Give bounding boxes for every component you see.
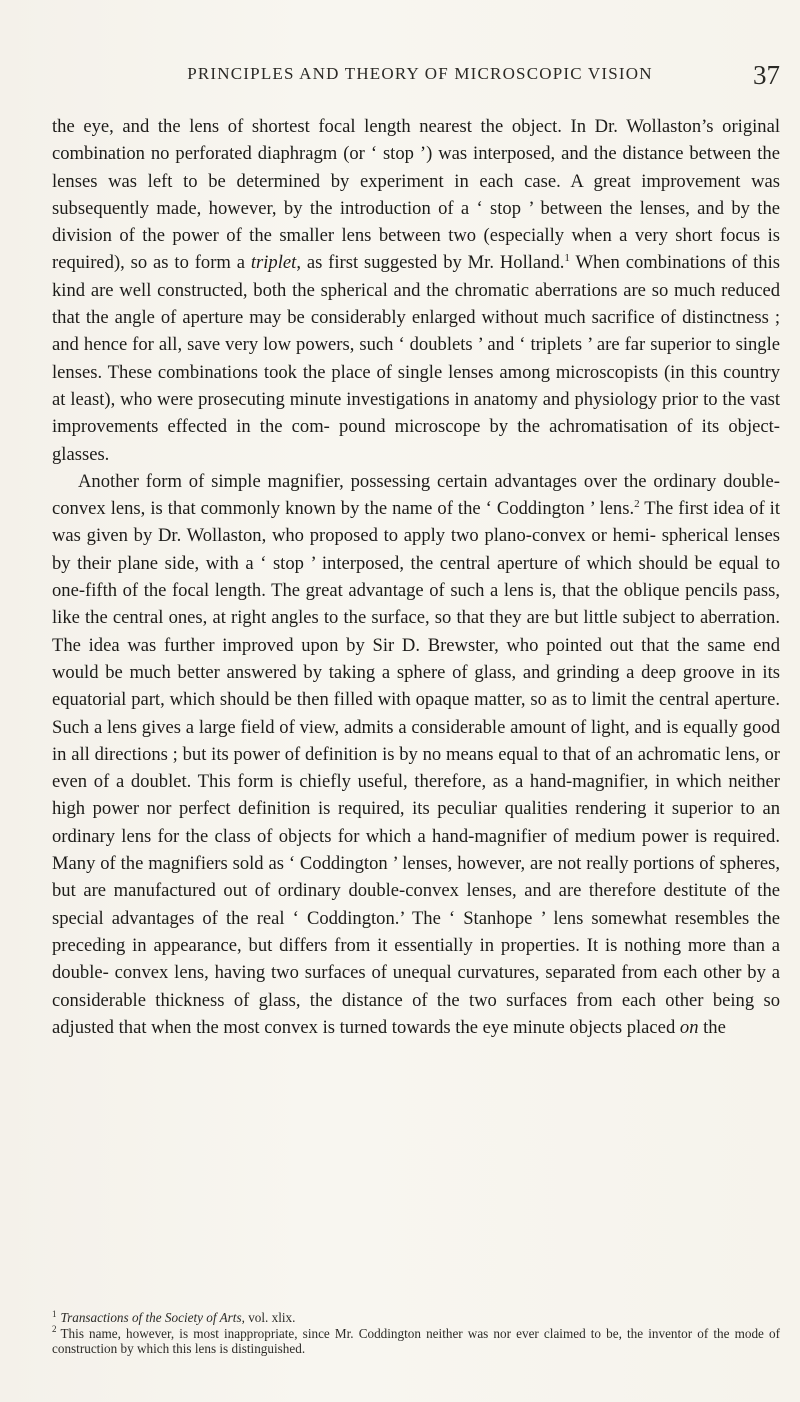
running-header <box>60 62 780 94</box>
footnotes <box>52 1310 780 1357</box>
footnote-2-number: 2 <box>52 1324 57 1335</box>
footnote-ref-1: 1 <box>564 252 570 265</box>
paragraph-1-text-b: , as first suggested by Mr. Holland. <box>296 252 565 274</box>
footnote-1-text: , vol. xlix. <box>241 1310 296 1325</box>
footnote-ref-2: 2 <box>634 497 640 510</box>
body-text <box>52 113 780 1041</box>
paragraph-2 <box>52 468 780 1041</box>
page-number: 37 <box>753 60 780 90</box>
footnote-1 <box>52 1310 780 1326</box>
footnote-2-text: This name, however, is most inappropriate, since Mr. Coddington neither was nor ever claimed to be, the inventor of the mode of construction by which this lens is distinguished. <box>52 1325 780 1356</box>
paragraph-2-text-b: The first idea of it was given by Dr. Wollaston, who proposed to apply two plano-convex or hemi- spherical lenses by their plane side, with a ‘ stop ’ interposed, the central aperture of which should be equal to one-fifth of the focal length. The great advantage of such a lens is, that the oblique pencils pass, like the central ones, at right angles to the surface, so that they are but little subject to aberration. The idea was further improved upon by Sir D. Brewster, who pointed out that the same end would be much better answered by taking a sphere of glass, and grinding a deep groove in its equatorial part, which should be then filled with opaque matter, so as to limit the central aperture. Such a lens gives a large field of view, admits a considerable amount of light, and is equally good in all directions ; but its power of definition is by no means equal to that of an achromatic lens, or even of a doublet. This form is chiefly useful, therefore, as a hand-magnifier, in which neither high power nor perfect definition is required, its peculiar qualities rendering it superior to an ordinary lens for the class of objects for which a hand-magnifier of medium power is required. Many of the magnifiers sold as ‘ Coddington ’ lenses, however, are not really portions of spheres, but are manufactured out of ordinary double-convex lenses, and are therefore destitute of the special advantages of the real ‘ Coddington.’ The ‘ Stanhope ’ lens somewhat resembles the preceding in appearance, but differs from it essentially in properties. It is nothing more than a double- convex lens, having two surfaces of unequal curvatures, separated from each other by a considerable thickness of glass, the distance of the two surfaces from each other being so adjusted that when the most convex is turned towards the eye minute objects placed <box>52 498 780 1038</box>
paragraph-2-text-a: Another form of simple magnifier, possessing certain advantages over the ordinary double-convex lens, is that commonly known by the name of the ‘ Coddington ’ lens. <box>52 470 780 520</box>
paragraph-2-italic: on <box>679 1016 699 1038</box>
paragraph-1 <box>52 113 780 468</box>
paragraph-2-text-c: the <box>698 1016 726 1038</box>
paragraph-1-text-c: When combinations of this kind are well constructed, both the spherical and the chromatic aberrations are so much reduced that the angle of aperture may be considerably enlarged without much sacrifice of distinctness ; and hence for all, save very low powers, such ‘ doublets ’ and ‘ triplets ’ are far superior to single lenses. These combinations took the place of single lenses among microscopists (in this country at least), who were prosecuting minute investigations in anatomy and physiology prior to the vast improvements effected in the com- pound microscope by the achromatisation of its object-glasses. <box>52 252 780 465</box>
paragraph-1-italic: triplet <box>250 252 297 274</box>
footnote-2 <box>52 1326 780 1357</box>
paragraph-1-text-a: the eye, and the lens of shortest focal length nearest the object. In Dr. Wollaston’s original combination no perforated diaphragm (or ‘ stop ’) was interposed, and the distance between the lenses was left to be determined by experiment in each case. A great improvement was subsequently made, however, by the introduction of a ‘ stop ’ between the lenses, and by the division of the power of the smaller lens between two (especially when a very short focus is required), so as to form a <box>52 116 780 274</box>
footnote-1-number: 1 <box>52 1308 57 1319</box>
running-title: PRINCIPLES AND THEORY OF MICROSCOPIC VISION <box>187 64 653 83</box>
footnote-1-italic: Transactions of the Society of Arts <box>60 1310 242 1325</box>
